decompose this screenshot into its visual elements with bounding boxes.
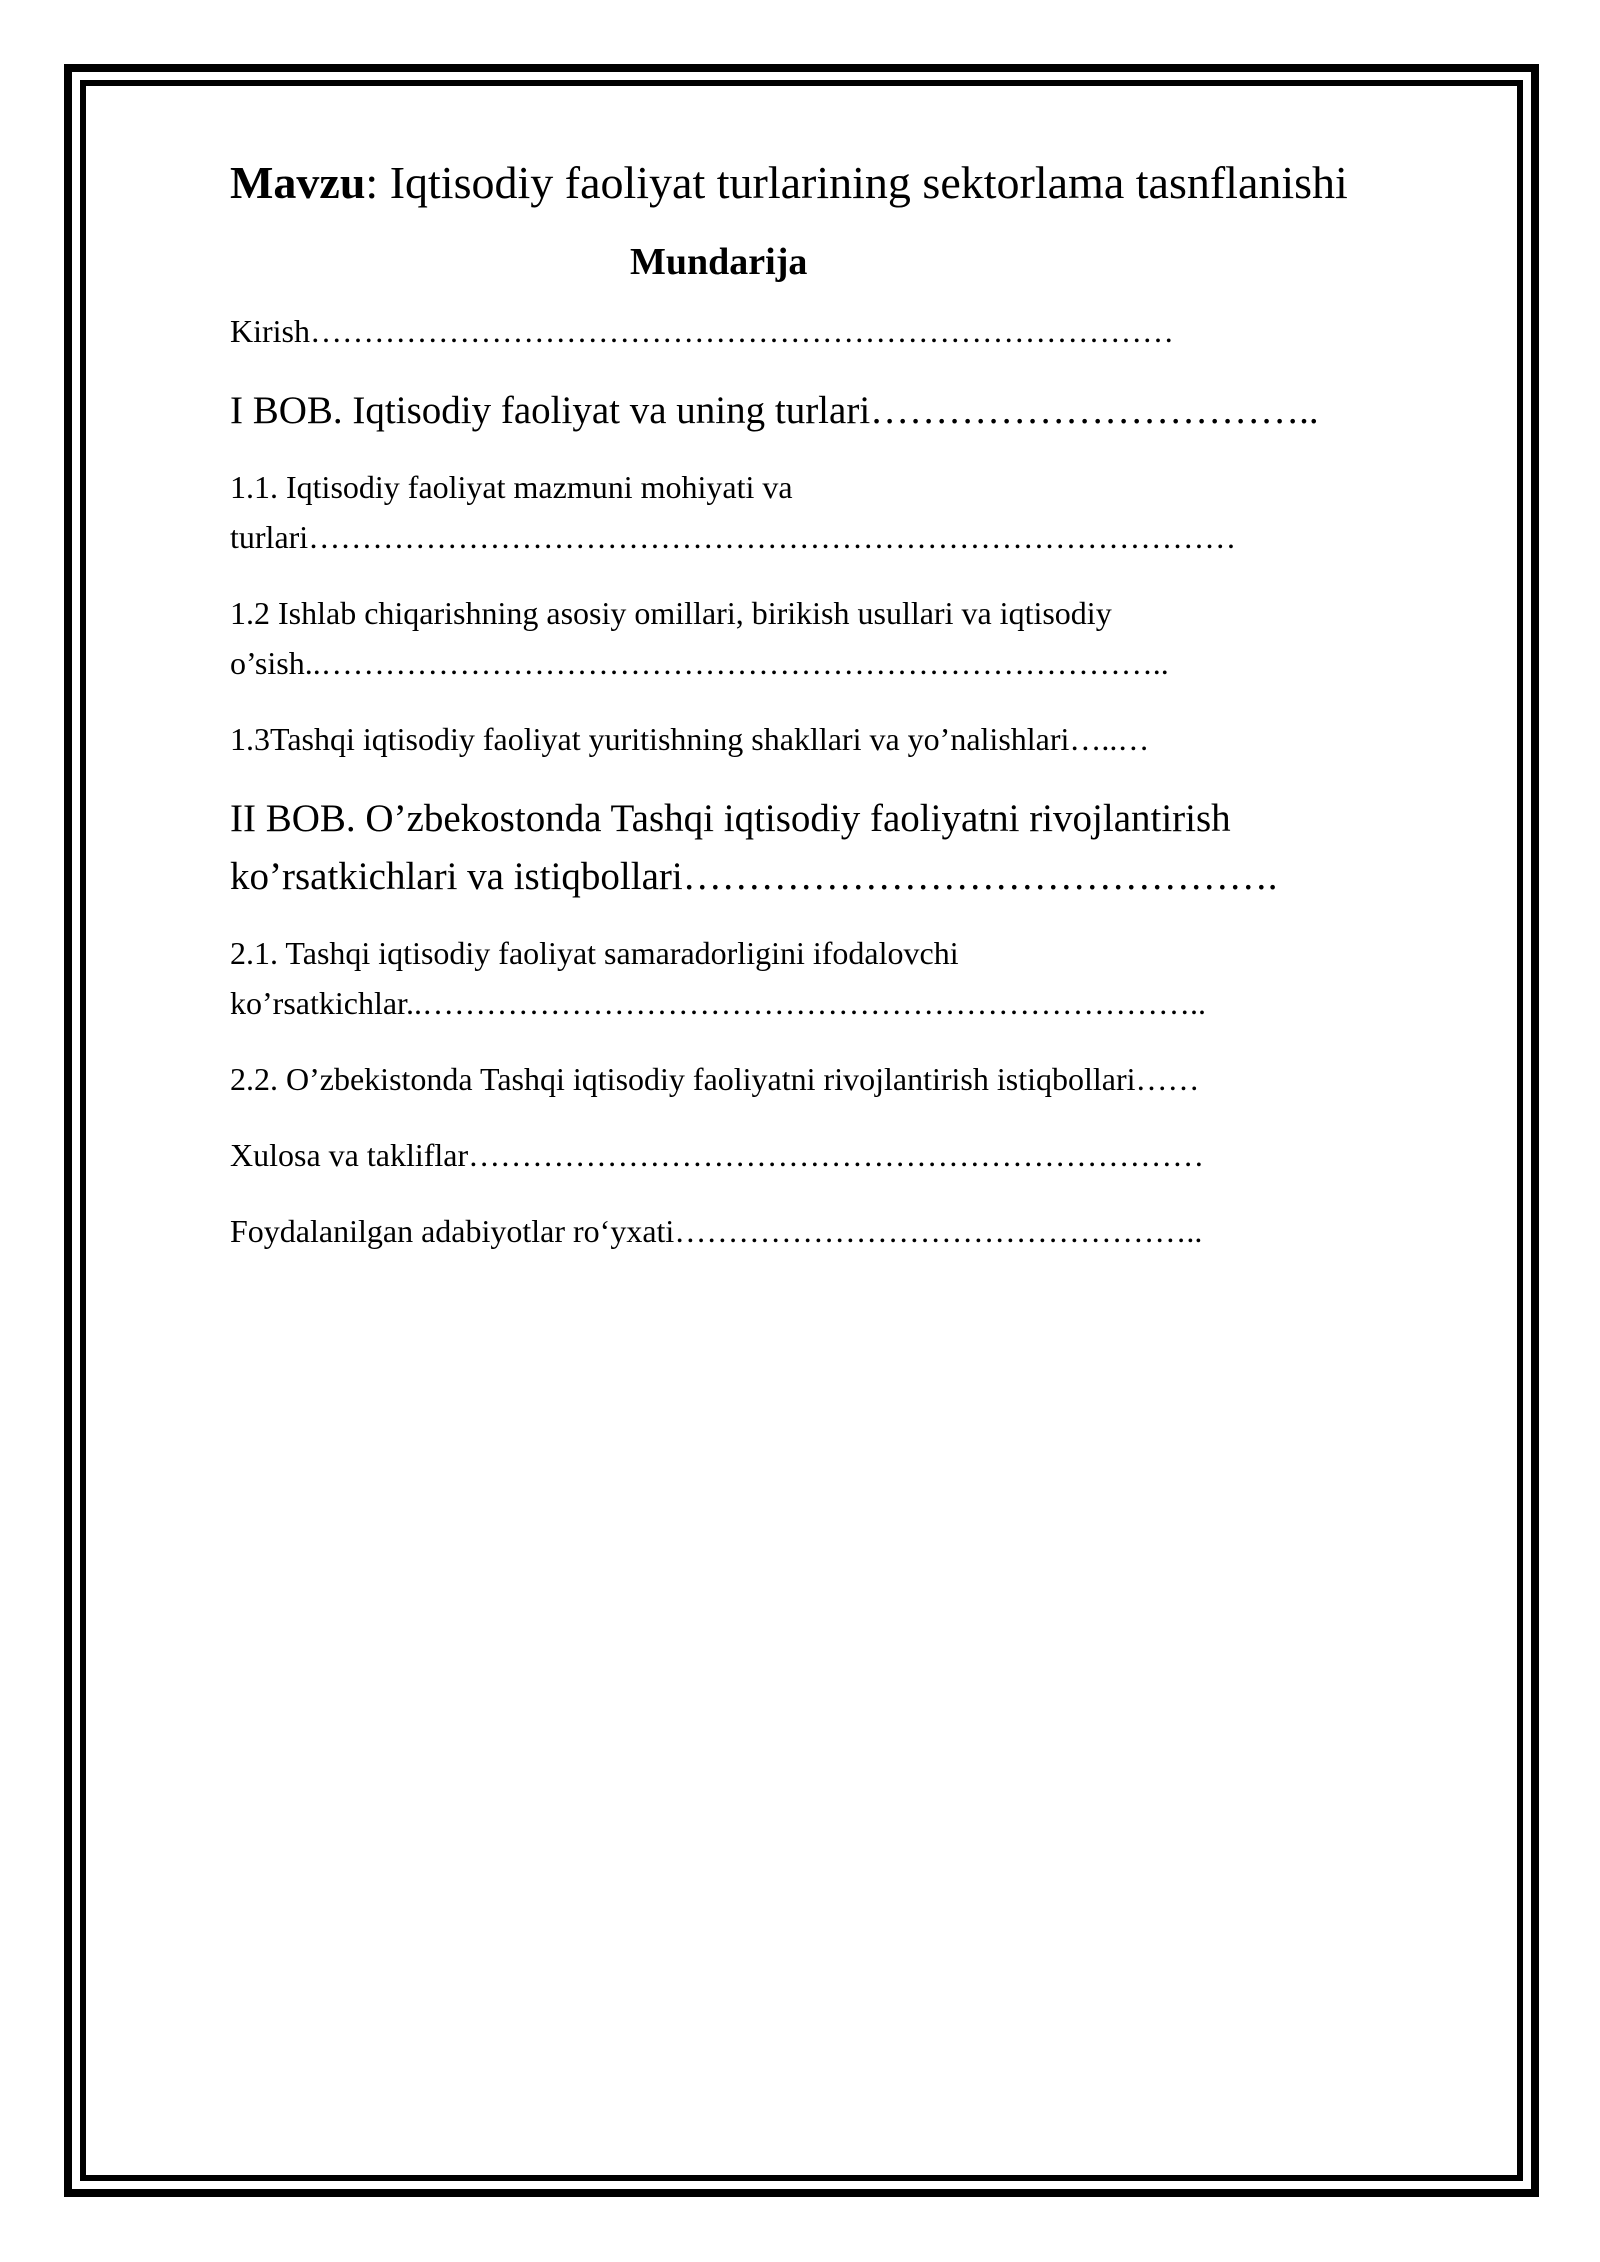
title-separator: :	[365, 157, 379, 208]
toc-entry-line: Kirish………………………………………………………………………	[230, 313, 1174, 349]
title-text: Iqtisodiy faoliyat turlarining sektorlama tasnflanishi	[378, 157, 1348, 208]
toc-entry-line: 1.2 Ishlab chiqarishning asosiy omillari, birikish usullari va iqtisodiy	[230, 595, 1112, 631]
toc-entry-1-2	[230, 588, 1460, 688]
toc-entry-line: 2.2. O’zbekistonda Tashqi iqtisodiy faoliyatni rivojlantirish istiqbollari……	[230, 1061, 1200, 1097]
toc-entry-line: Foydalanilgan adabiyotlar ro‘yxati…………………………………………..	[230, 1213, 1203, 1249]
document-body	[230, 150, 1460, 1282]
toc-entry-references	[230, 1206, 1460, 1256]
toc-entry-chapter-2	[230, 790, 1460, 906]
toc-entry-1-1	[230, 462, 1460, 562]
toc-heading: Mundarija	[630, 241, 808, 283]
toc-entry-chapter-1	[230, 382, 1460, 440]
table-of-contents	[230, 306, 1460, 1256]
toc-entry-line: 1.1. Iqtisodiy faoliyat mazmuni mohiyati va	[230, 469, 793, 505]
document-title	[230, 150, 1460, 216]
toc-entry-line: ko’rsatkichlari va istiqbollari……………………………………….	[230, 855, 1278, 898]
toc-entry-1-3	[230, 714, 1460, 764]
toc-entry-2-1	[230, 928, 1460, 1028]
toc-entry-kirish	[230, 306, 1460, 356]
toc-entry-line: II BOB. O’zbekostonda Tashqi iqtisodiy faoliyatni rivojlantirish	[230, 797, 1231, 840]
toc-entry-line: turlari……………………………………………………………………………	[230, 519, 1237, 555]
toc-entry-line: I BOB. Iqtisodiy faoliyat va uning turlari……………………………..	[230, 389, 1319, 432]
toc-entry-conclusion	[230, 1130, 1460, 1180]
toc-entry-line: ko’rsatkichlar..………………………………………………………………..	[230, 985, 1206, 1021]
toc-entry-line: 1.3Tashqi iqtisodiy faoliyat yuritishning shakllari va yo’nalishlari…..…	[230, 721, 1150, 757]
toc-entry-line: 2.1. Tashqi iqtisodiy faoliyat samaradorligini ifodalovchi	[230, 935, 959, 971]
title-label: Mavzu	[230, 157, 366, 208]
toc-entry-2-2	[230, 1054, 1460, 1104]
toc-entry-line: Xulosa va takliflar……………………………………………………………	[230, 1137, 1205, 1173]
toc-entry-line: o’sish..……………………………………………………………………..	[230, 645, 1169, 681]
